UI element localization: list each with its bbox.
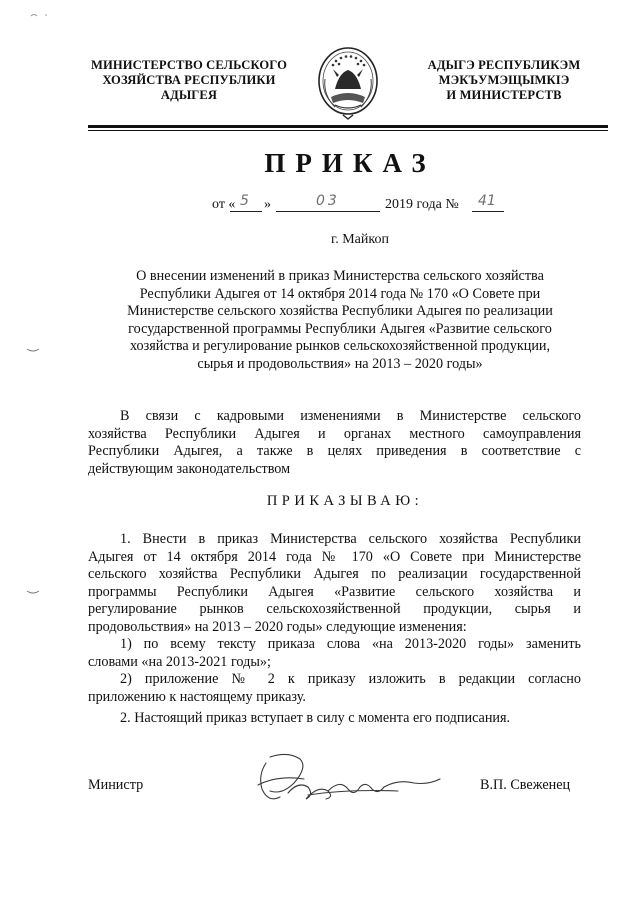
preamble-line: В связи с кадровыми изменениями в Министерстве сельского [120,408,581,424]
sub-item-1-line: словами «на 2013-2021 годы»; [88,653,271,670]
header-left-line: АДЫГЕЯ [160,88,218,102]
item-1-line: сельского хозяйства Республики Адыгея по реализации государственной [88,566,581,582]
signatory-name: В.П. Свеженец [480,777,571,793]
subject-line: хозяйства и регулирование рынков сельскохозяйственной продукции, [129,338,551,354]
subject-line: сырья и продовольствия» на 2013 – 2020 годы» [197,355,483,372]
date-mid: » [264,197,271,212]
document-title: ПРИКАЗ [264,148,436,178]
preamble-line: хозяйства Республики Адыгея и органах местного самоуправления [88,425,581,442]
preamble-paragraph [88,408,581,478]
date-year-text: 2019 года № [385,197,459,212]
date-day-handwritten: 5 [240,193,249,209]
coat-of-arms-icon [317,45,379,121]
item-2-line: 2. Настоящий приказ вступает в силу с момента его подписания. [120,710,511,726]
sub-item-2-line: 2) приложение № 2 к приказу изложить в редакции согласно [120,671,581,687]
preamble-line: Республики Адыгея, а также в целях приведения в соответствие с [88,443,581,459]
city: г. Майкоп [331,232,389,247]
header-ministry-ady [400,58,608,103]
date-month-handwritten: 03 [316,193,340,209]
subject-line: Республики Адыгея от 14 октября 2014 года № 170 «О Совете при [139,285,541,302]
margin-mark-icon [26,589,40,595]
header-divider-thick [88,125,608,128]
margin-mark-icon [26,347,40,353]
item-1-line: программы Республики Адыгея «Развитие сельского хозяйства и [88,583,581,600]
item-1-line: Адыгея от 14 октября 2014 года № 170 «О Совете при Министерстве [88,548,581,565]
header-ministry-ru [80,58,298,103]
sub-item-2-paragraph [88,671,581,706]
sub-item-1-paragraph [88,636,581,671]
sub-item-2-line: приложению к настоящему приказу. [88,688,306,705]
order-heading: ПРИКАЗЫВАЮ: [266,493,424,509]
subject-line: Министерстве сельского хозяйства Республики Адыгея по реализации [127,303,553,319]
subject-line: государственной программы Республики Адыгея «Развитие сельского [128,320,552,337]
item-2-paragraph [88,710,581,728]
sub-item-1-line: 1) по всему тексту приказа слова «на 2013-2020 годы» заменить [120,636,581,652]
header-right-line: МЭКЪУМЭЩЫМКIЭ [438,73,570,87]
item-1-paragraph [88,531,581,636]
document-subject [94,268,586,373]
item-1-line: 1. Внести в приказ Министерства сельского хозяйства Республики [120,531,581,547]
doc-number-handwritten: 41 [478,193,496,209]
signature-icon [248,745,448,815]
scan-mark-icon [30,10,52,20]
subject-line: О внесении изменений в приказ Министерства сельского хозяйства [136,268,544,284]
header-left-line: МИНИСТЕРСТВО СЕЛЬСКОГО [91,58,287,72]
item-1-line: регулирование рынков сельскохозяйственной продукции, сырья и [88,601,581,617]
signatory-title: Министр [88,777,144,793]
header-right-line: АДЫГЭ РЕСПУБЛИКЭМ [427,58,581,72]
date-number-line [0,193,640,219]
header-left-line: ХОЗЯЙСТВА РЕСПУБЛИКИ [102,73,276,87]
date-prefix: от « [212,197,236,212]
preamble-line: действующим законодательством [88,460,291,477]
header-divider-thin [88,130,608,131]
item-1-line: продовольствия» на 2013 – 2020 годы» следующие изменения: [88,618,467,635]
header-right-line: И МИНИСТЕРСТВ [446,88,562,102]
